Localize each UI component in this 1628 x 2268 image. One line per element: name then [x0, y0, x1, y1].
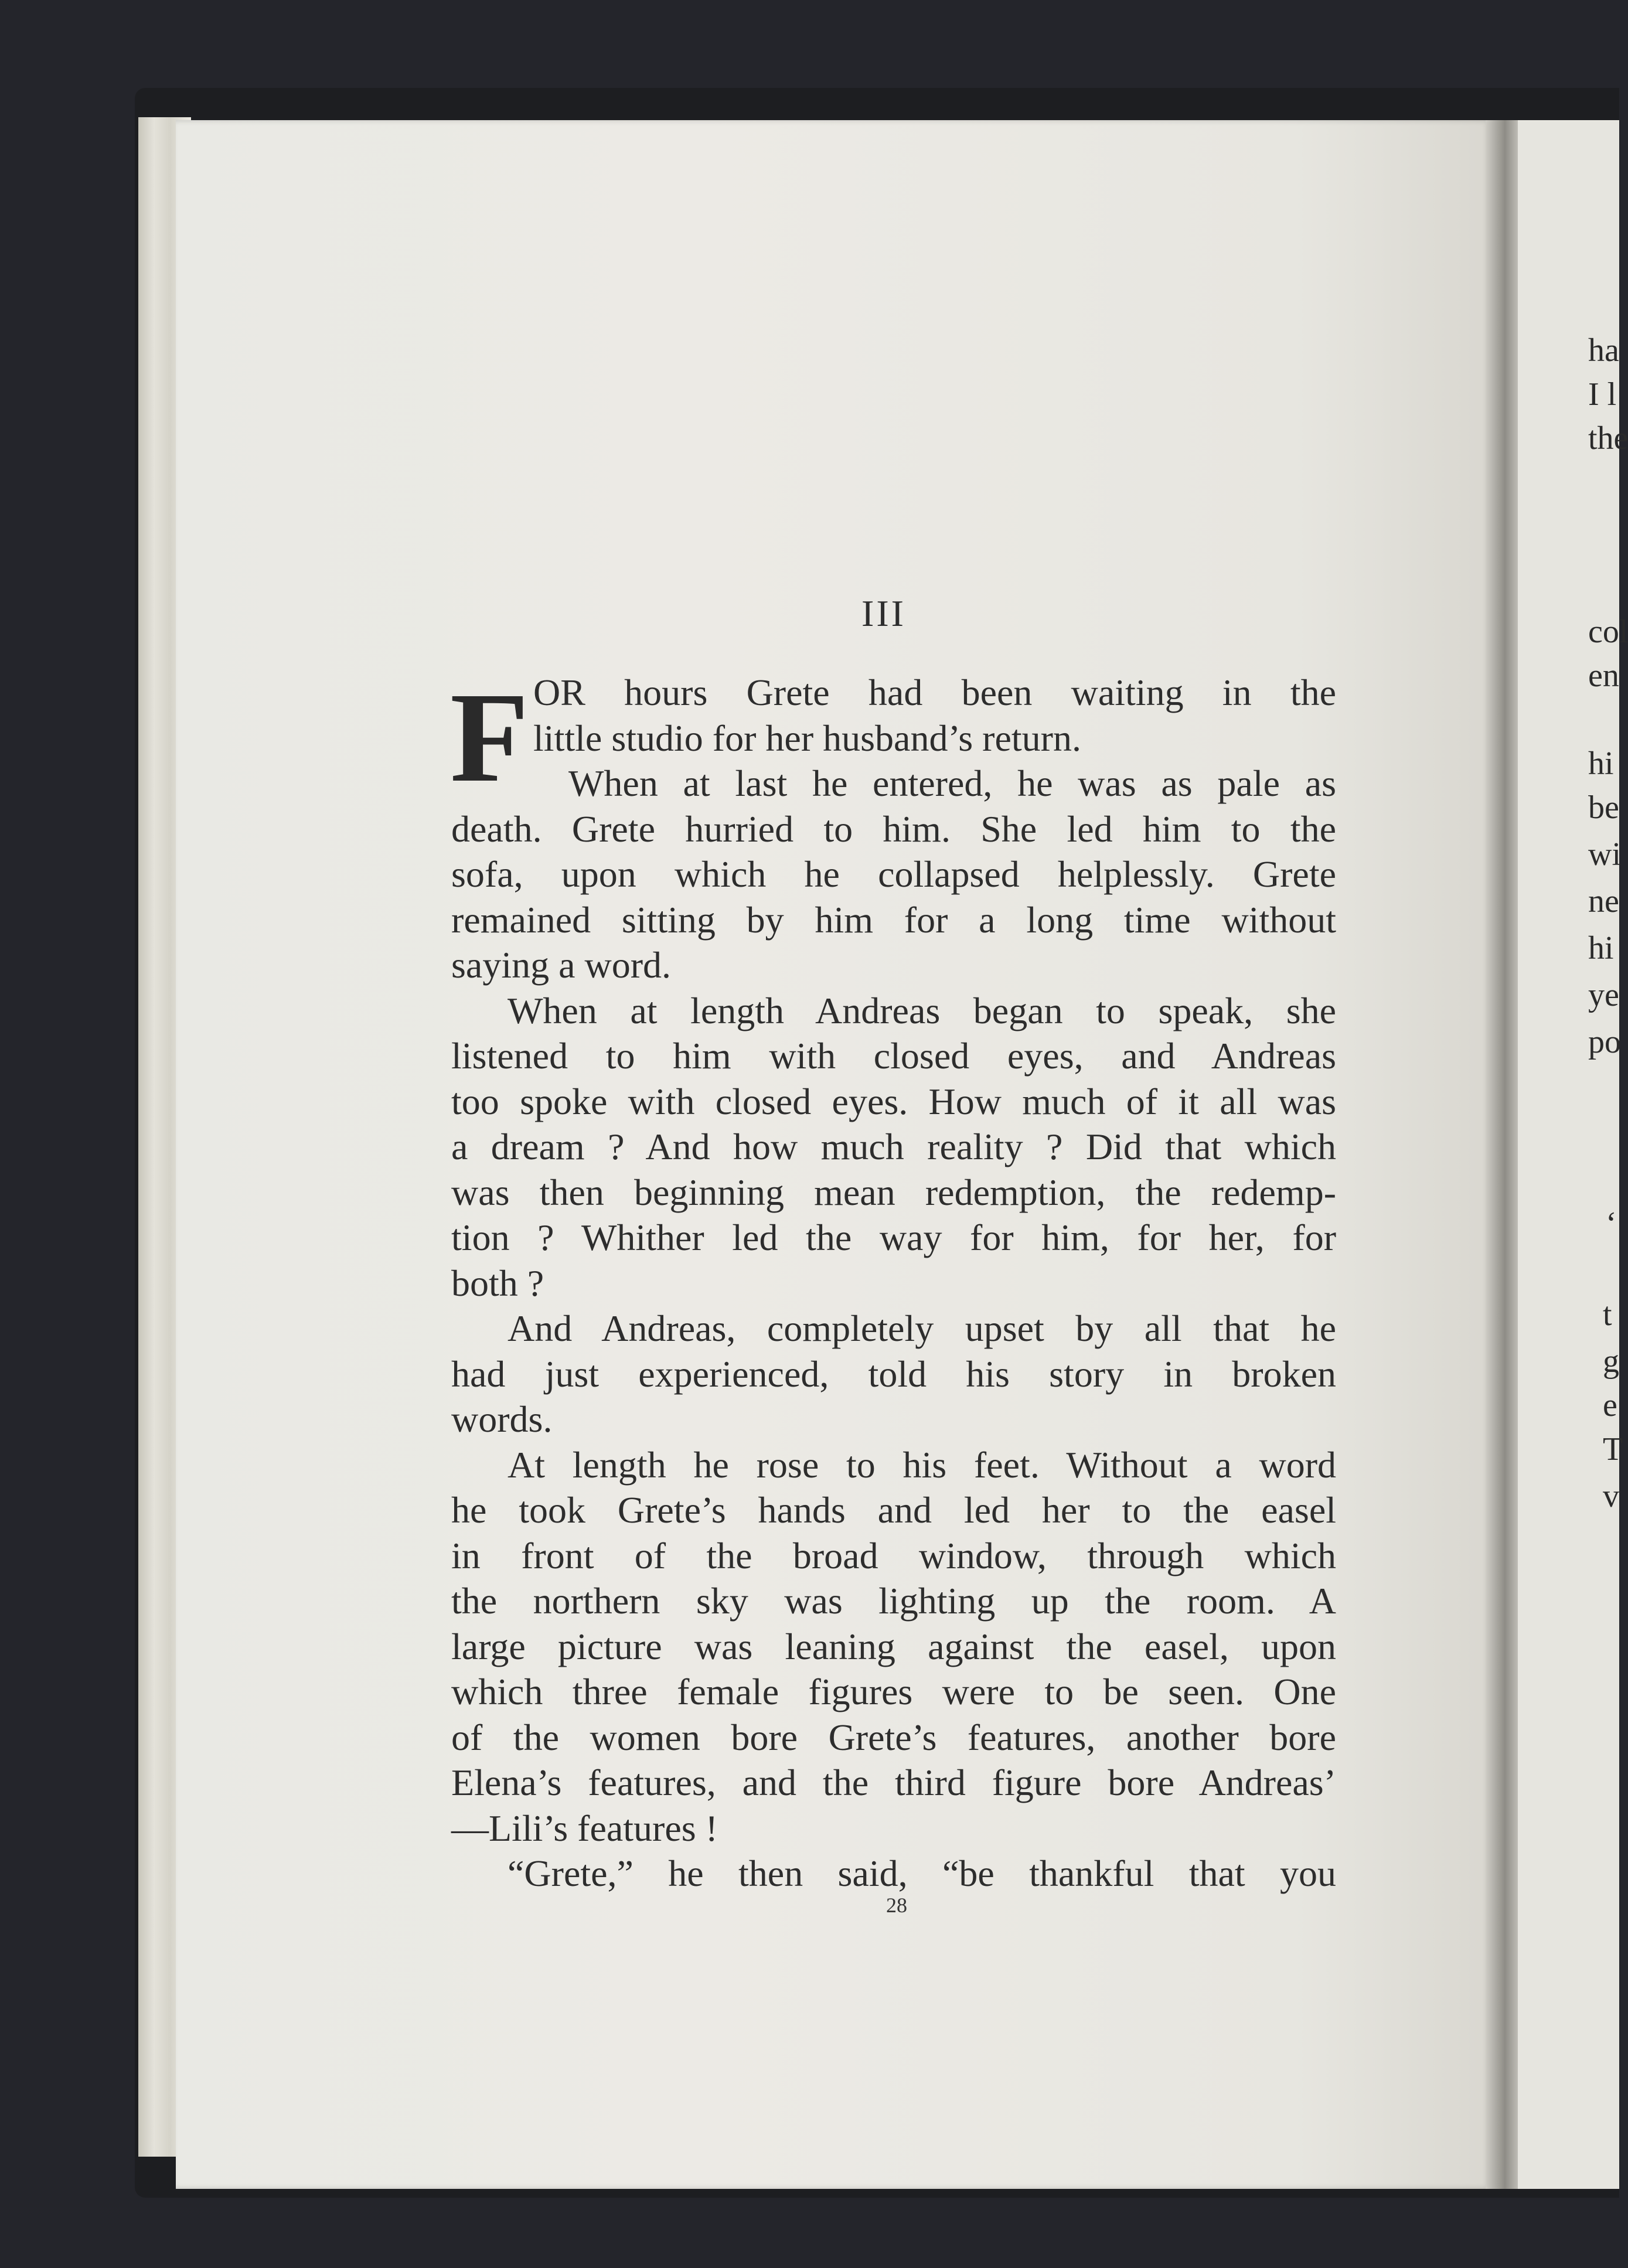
text-line: saying a word. — [451, 944, 672, 986]
right-page-fragment: T — [1603, 1431, 1623, 1467]
text-line: At length he rose to his feet. Without a word — [508, 1444, 1336, 1486]
right-page-fragment: wi — [1588, 836, 1621, 873]
text-line: too spoke with closed eyes. How much of it all was — [451, 1081, 1336, 1122]
right-page-fragment: hi — [1588, 745, 1614, 782]
text-line: of the women bore Grete’s features, another bore — [451, 1717, 1336, 1758]
text-line: OR hours Grete had been waiting in the — [533, 672, 1336, 713]
text-line: tion ? Whither led the way for him, for her, for — [451, 1217, 1336, 1258]
text-line: Elena’s features, and the third figure bore Andreas’ — [451, 1762, 1336, 1803]
text-line: listened to him with closed eyes, and Andreas — [451, 1035, 1336, 1077]
text-line: large picture was leaning against the easel, upon — [451, 1626, 1336, 1667]
right-page-fragment: ‘ — [1606, 1205, 1617, 1242]
text-line: was then beginning mean redemption, the redemp- — [451, 1172, 1336, 1213]
text-line: which three female figures were to be seen. One — [451, 1671, 1336, 1712]
right-page-fragment: t — [1603, 1296, 1612, 1333]
text-line: little studio for her husband’s return. — [533, 717, 1081, 759]
right-page-fragment: ye — [1588, 977, 1619, 1013]
right-page-fragment: e — [1603, 1387, 1617, 1424]
text-line: —Lili’s features ! — [451, 1807, 718, 1849]
text-line: had just experienced, told his story in broken — [451, 1353, 1336, 1395]
right-page-fragment: g — [1603, 1343, 1619, 1380]
drop-cap: F — [450, 666, 529, 809]
text-line: words. — [451, 1398, 553, 1440]
text-line: When at last he entered, he was as pale as — [568, 762, 1336, 804]
right-page — [1518, 120, 1628, 2189]
text-line: in front of the broad window, through which — [451, 1535, 1336, 1576]
right-page-fragment: ne — [1588, 883, 1619, 920]
page-number: 28 — [886, 1894, 907, 1917]
chapter-heading: III — [861, 592, 906, 634]
text-line: death. Grete hurried to him. She led him to the — [451, 808, 1336, 850]
right-page-fragment: col — [1588, 614, 1628, 650]
text-line: “Grete,” he then said, “be thankful that you — [508, 1852, 1336, 1894]
right-page-fragment: the — [1588, 420, 1628, 457]
text-line: he took Grete’s hands and led her to the easel — [451, 1489, 1336, 1531]
text-line: both ? — [451, 1262, 544, 1304]
right-page-fragment: po — [1588, 1024, 1621, 1060]
text-line: a dream ? And how much reality ? Did that which — [451, 1126, 1336, 1167]
right-page-fragment: hi — [1588, 930, 1614, 966]
right-page-fragment: en — [1588, 658, 1619, 694]
text-line: sofa, upon which he collapsed helplessly. Grete — [451, 853, 1336, 895]
right-page-fragment: ha — [1588, 332, 1619, 369]
right-page-fragment: I l — [1588, 376, 1617, 413]
text-line: And Andreas, completely upset by all that he — [508, 1307, 1336, 1349]
text-line: the northern sky was lighting up the room. A — [451, 1580, 1336, 1622]
book-gutter — [1486, 120, 1521, 2189]
text-line: remained sitting by him for a long time without — [451, 899, 1336, 941]
right-page-fragment: v — [1603, 1478, 1619, 1514]
text-line: When at length Andreas began to speak, she — [508, 990, 1336, 1031]
right-page-fragment: be — [1588, 789, 1619, 826]
